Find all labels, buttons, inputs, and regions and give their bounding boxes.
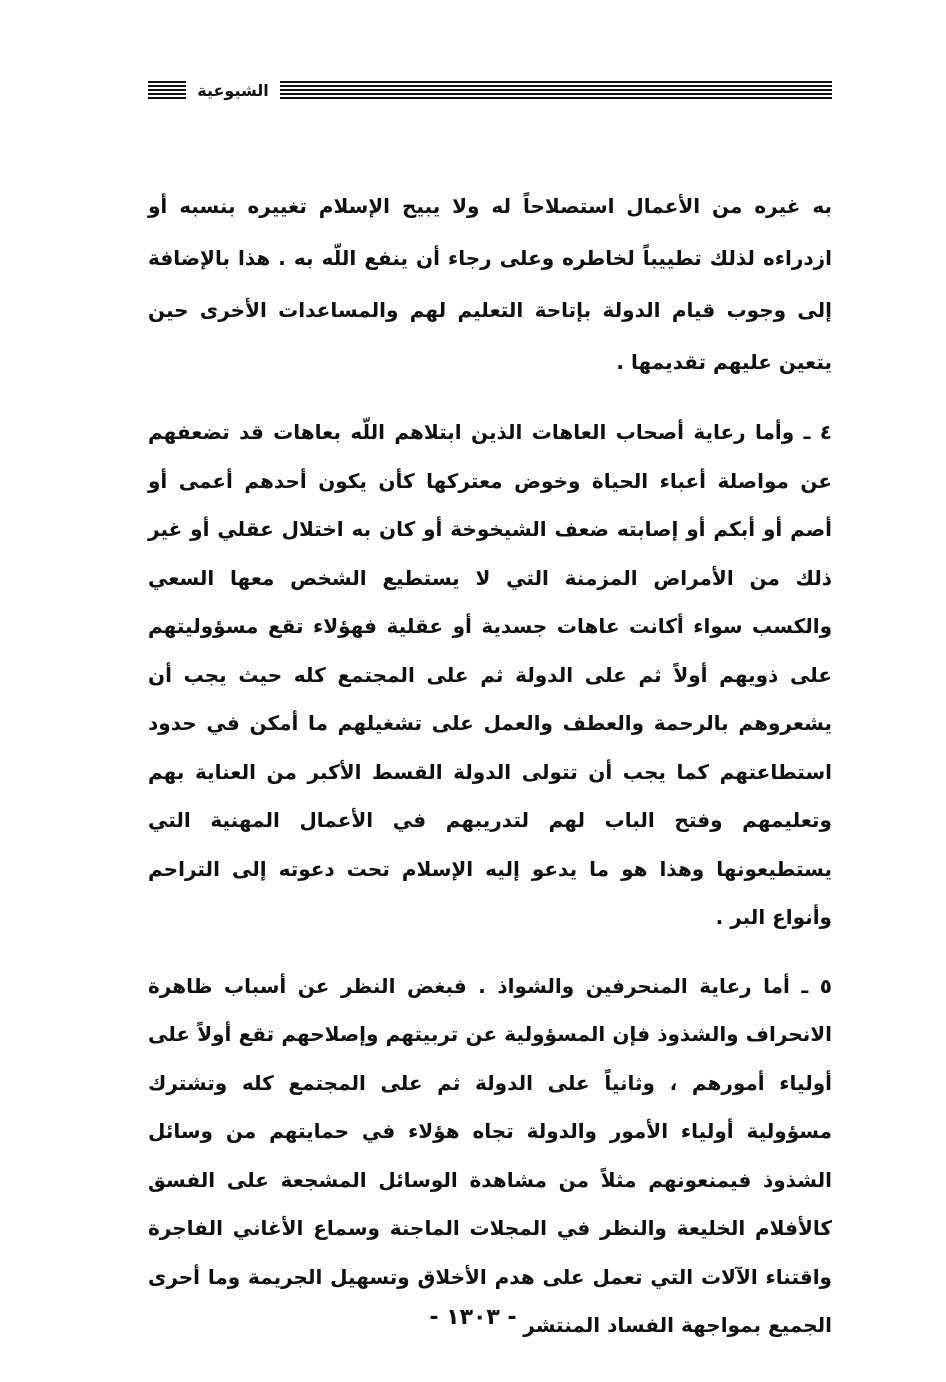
header-rule-right — [280, 81, 832, 101]
paragraph-1: به غيره من الأعمال استصلاحاً له ولا يبيح الإسلام تغييره بنسبه أو ازدراءه لذلك تطييباً لخاطره وعلى رجاء أن ينفع اللّه به . هذا بالإضافة إلى وجوب قيام الدولة بإتاحة التعليم لهم والمساعدات الأخرى حين يتعين عليهم تقديمها . — [148, 194, 832, 374]
body-text — [148, 180, 832, 1350]
page-header — [148, 78, 832, 104]
paragraph-3: ٥ ـ أما رعاية المنحرفين والشواذ . فبغض النظر عن أسباب ظاهرة الانحراف والشذوذ فإن المسؤولية عن تربيتهم وإصلاحهم تقع أولاً على أولياء أمورهم ، وثانياً على الدولة ثم على المجتمع كله وتشترك مسؤولية أولياء الأمور والدولة تجاه هؤلاء في حمايتهم من وسائل الشذوذ فيمنعونهم مثلاً من مشاهدة الوسائل المشجعة على الفسق كالأفلام الخليعة والنظر في المجلات الماجنة وسماع الأغاني الفاجرة واقتناء الآلات التي تعمل على هدم الأخلاق وتسهيل الجريمة وما أحرى الجميع بمواجهة الفساد المنتشر — [148, 973, 832, 1337]
header-rule-left — [148, 81, 186, 101]
paragraph-2: ٤ ـ وأما رعاية أصحاب العاهات الذين ابتلاهم اللّه بعاهات قد تضعفهم عن مواصلة أعباء الحياة وخوض معتركها كأن يكون أحدهم أعمى أو أصم أو أبكم أو إصابته ضعف الشيخوخة أو كان به اختلال عقلي أو غير ذلك من الأمراض المزمنة التي لا يستطيع الشخص معها السعي والكسب سواء أكانت عاهات جسدية أو عقلية فهؤلاء تقع مسؤوليتهم على ذويهم أولاً ثم على الدولة ثم على المجتمع كله حيث يجب أن يشعروهم بالرحمة والعطف والعمل على تشغيلهم ما أمكن في حدود استطاعتهم كما يجب أن تتولى الدولة القسط الأكبر من العناية بهم وتعليمهم وفتح الباب لهم لتدريبهم في الأعمال المهنية التي يستطيعونها وهذا هو ما يدعو إليه الإسلام تحت دعوته إلى التراحم وأنواع البر . — [148, 420, 832, 929]
header-title: الشيوعية — [197, 81, 269, 100]
page-number: - ١٣٠٣ - — [429, 1305, 517, 1330]
